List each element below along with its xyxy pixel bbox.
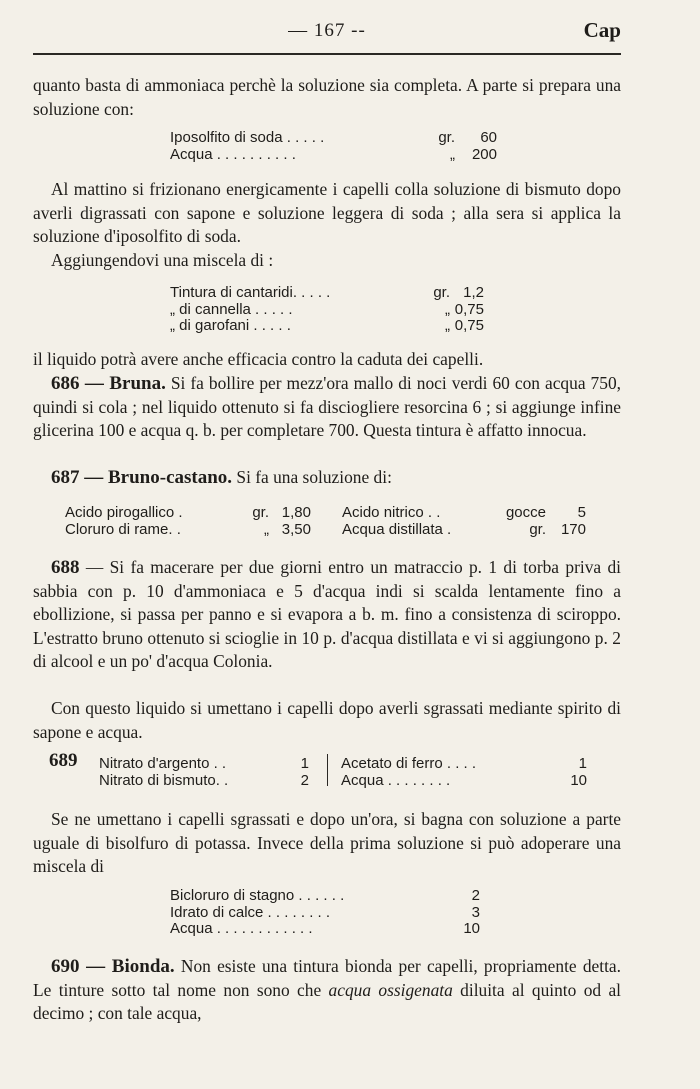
ingredient-qty: 5 — [577, 504, 586, 521]
column-divider — [327, 754, 328, 786]
entry-690 — [33, 955, 621, 1026]
paragraph-caduta: il liquido potrà avere anche efficacia contro la caduta dei capelli. — [33, 349, 484, 369]
ingredient-name: Acido pirogallico . — [65, 504, 183, 521]
ingredient-name: Acqua . . . . . . . . . . . . — [170, 920, 313, 937]
entry-686 — [33, 372, 621, 443]
entry-number: 689 — [49, 750, 78, 771]
recipe-row — [170, 921, 480, 938]
recipe-row — [170, 302, 484, 319]
entry-text: — Si fa macerare per due giorni entro un matraccio p. 1 di torba priva di sabbia con p. 10 d'ammoniaca e 5 d'acqua indi si scalda lentamente fino a ebollizione, si passa per panno e si evapora a b. m. fino a consistenza di sciroppo. L'estratto bruno ottenuto si scioglie in 10 p. d'acqua distillata e vi si aggiungono p. 2 di alcool e un po' d'acqua Colonia. — [33, 557, 621, 671]
ingredient-name: Nitrato d'argento . . — [99, 755, 227, 772]
entry-title: Bruno-castano. — [108, 467, 233, 488]
ingredient-qty: 3,50 — [281, 521, 311, 538]
ingredient-qty: 2 — [300, 772, 309, 789]
ingredient-unit: „ — [450, 145, 455, 163]
entry-dash: — — [79, 956, 112, 977]
paragraph-umettano: Con questo liquido si umettano i capelli dopo averli sgrassati mediante spirito di sapone e acqua. — [33, 698, 621, 742]
entry-italic-text: acqua ossigenata — [328, 979, 453, 1000]
ingredient-name: Acqua distillata . — [342, 521, 452, 538]
entry-text: Si fa bollire per mezz'ora mallo di noci verdi 60 con acqua 750, quindi si cola ; nel liquido ottenuto si fa disciogliere resorcina 6 ; si aggiunge infine glicerina 100 e acqua q. b. per completare 700. Questa tintura è affatto innocua. — [33, 373, 621, 440]
ingredient-qty: 2 — [471, 887, 480, 904]
table-row — [65, 504, 311, 521]
ingredient-name: Acqua . . . . . . . . — [341, 772, 451, 789]
entry-689 — [33, 750, 621, 790]
recipe-row — [170, 130, 497, 147]
paragraph-bisolfuro: Se ne umettano i capelli sgrassati e dopo un'ora, si bagna con soluzione a parte uguale di bisolfuro di potassa. Invece della prima soluzione si può adoperare una miscela di — [33, 809, 621, 876]
recipe-stagno — [170, 888, 480, 938]
running-head: Cap — [583, 18, 621, 42]
table-687-right — [342, 504, 586, 538]
ingredient-name: Cloruro di rame. . — [65, 521, 181, 538]
entry-number: 690 — [51, 956, 80, 977]
ingredient-name: „ di cannella . . . . . — [170, 300, 293, 318]
page-number: — 167 -- — [288, 20, 366, 41]
ingredient-unit: gocce — [505, 504, 546, 521]
ingredient-name: Nitrato di bismuto. . — [99, 772, 229, 789]
ingredient-unit: gr. — [529, 521, 546, 538]
table-689-right — [341, 755, 587, 789]
ingredient-unit: „ — [445, 300, 450, 318]
table-row — [65, 521, 311, 538]
entry-dash: — — [79, 467, 108, 488]
recipe-row — [170, 318, 484, 335]
table-row — [99, 772, 309, 789]
ingredient-qty: 170 — [560, 521, 586, 538]
entry-text: Si fa una soluzione di: — [232, 467, 392, 487]
ingredient-name: Iposolfito di soda . . . . . — [170, 129, 325, 146]
ingredient-unit: gr. — [252, 504, 269, 521]
paragraph-intro: quanto basta di ammoniaca perchè la soluzione sia completa. A parte si prepara una soluzione con: — [33, 75, 621, 119]
entry-title: Bruna. — [109, 373, 166, 394]
table-687-left — [65, 504, 311, 538]
recipe-iposolfito — [170, 130, 497, 163]
entry-number: 688 — [51, 557, 80, 578]
ingredient-name: Bicloruro di stagno . . . . . . — [170, 887, 345, 904]
ingredient-unit: gr. — [433, 284, 450, 301]
entry-text: diluita al quinto od al decimo ; con tale acqua, — [33, 979, 621, 1023]
ingredient-unit: gr. — [438, 129, 455, 146]
ingredient-qty: 1 — [578, 755, 587, 772]
recipe-row — [170, 888, 480, 905]
entry-title: Bionda. — [111, 956, 175, 977]
entry-number: 687 — [51, 467, 80, 488]
ingredient-qty: 0,75 — [454, 317, 484, 334]
ingredient-name: Acqua . . . . . . . . . . — [170, 145, 296, 163]
ingredient-qty: 1,2 — [463, 284, 484, 301]
table-row — [341, 772, 587, 789]
recipe-row — [170, 285, 484, 302]
table-row — [341, 755, 587, 772]
ingredient-name: Acetato di ferro . . . . — [341, 755, 477, 772]
ingredient-name: Idrato di calce . . . . . . . . — [170, 903, 331, 921]
ingredient-qty: 200 — [471, 145, 497, 163]
ingredient-qty: 10 — [570, 772, 587, 789]
ingredient-unit: „ — [445, 317, 450, 334]
ingredient-qty: 0,75 — [454, 300, 484, 318]
page-header — [33, 18, 621, 48]
entry-dash: — — [79, 373, 110, 394]
header-rule — [33, 53, 621, 55]
table-row — [342, 504, 586, 521]
paragraph-bismuto: Al mattino si frizionano energicamente i capelli colla soluzione di bismuto dopo averli digrassati con sapone e soluzione leggera di soda ; alla sera si applica la soluzione d'iposolfito di soda. — [33, 179, 621, 246]
ingredient-name: Tintura di cantaridi. . . . . — [170, 284, 331, 301]
ingredient-qty: 3 — [471, 903, 480, 921]
table-row — [342, 521, 586, 538]
ingredient-unit: „ — [264, 521, 269, 538]
ingredient-qty: 1 — [300, 755, 309, 772]
paragraph-miscela: Aggiungendovi una miscela di : — [51, 250, 274, 270]
ingredient-qty: 10 — [463, 920, 480, 937]
entry-number: 686 — [51, 373, 80, 394]
recipe-row — [170, 905, 480, 922]
entry-688 — [33, 556, 621, 674]
ingredient-name: Acido nitrico . . — [342, 504, 441, 521]
recipe-tinture — [170, 285, 484, 335]
ingredient-qty: 60 — [480, 129, 497, 146]
entry-687 — [33, 466, 621, 490]
ingredient-name: „ di garofani . . . . . — [170, 317, 291, 334]
table-689-left — [99, 755, 309, 789]
entry-text: Non esiste una tintura bionda per capelli, propriamente detta. Le tinture sotto tal nome non sono che — [33, 956, 622, 1000]
recipe-row — [170, 147, 497, 164]
table-row — [99, 755, 309, 772]
ingredient-qty: 1,80 — [281, 504, 311, 521]
